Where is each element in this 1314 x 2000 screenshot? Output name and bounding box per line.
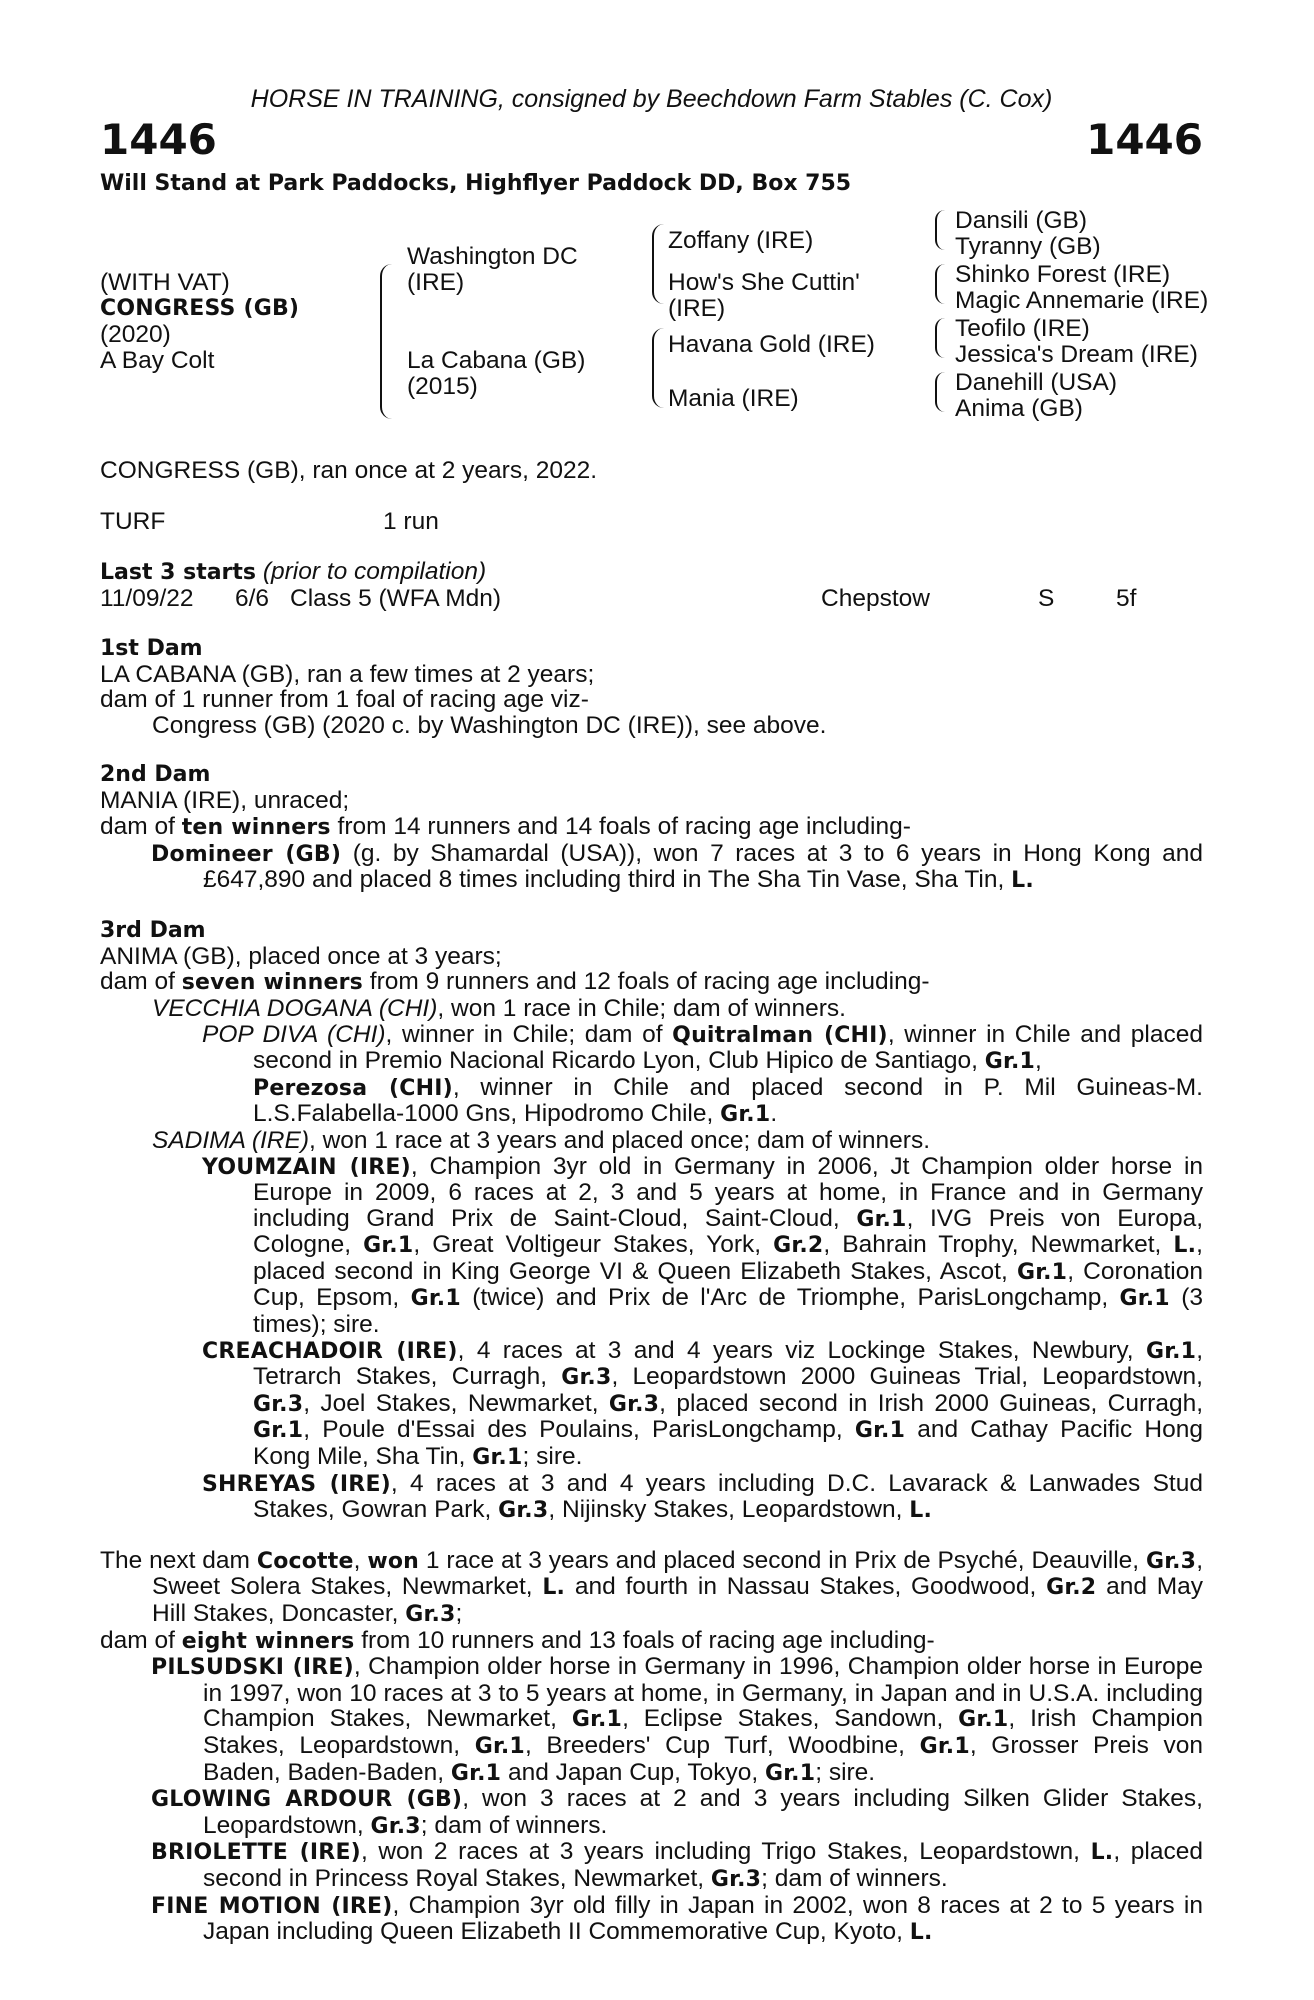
race-grade: Gr.3 — [608, 1391, 660, 1417]
stand-location: Will Stand at Park Paddocks, Highflyer Paddock DD, Box 755 — [100, 171, 852, 196]
sire-sire: Zoffany (IRE) — [668, 227, 814, 254]
race-grade: L. — [909, 1920, 933, 1946]
text: , 4 races at 3 and 4 years viz Lockinge Stakes, Newbury, — [457, 1336, 1146, 1364]
race-grade: Gr.1 — [253, 1418, 304, 1444]
pedigree-brace-sire — [652, 224, 664, 304]
race-grade: Gr.3 — [253, 1391, 304, 1417]
winners-count: ten winners — [181, 814, 331, 840]
catalogue-page — [100, 84, 1209, 1946]
first-dam-produce-line: dam of 1 runner from 1 foal of racing age viz- — [100, 686, 589, 714]
text: , Breeders' Cup Turf, Woodbine, — [524, 1731, 920, 1759]
first-dam-section — [100, 636, 1203, 739]
horse-name: GLOWING ARDOUR (GB) — [151, 1787, 463, 1813]
horse-name: CONGRESS (GB) — [100, 296, 300, 321]
dam-sire: Havana Gold (IRE) — [668, 331, 875, 358]
race-grade: L. — [1011, 868, 1034, 894]
winners-count: seven winners — [181, 970, 363, 996]
text: The next dam — [100, 1546, 257, 1574]
text: from 10 runners and 13 foals of racing age including- — [354, 1626, 935, 1654]
domineer-entry — [100, 841, 1203, 894]
horse-name: YOUMZAIN (IRE) — [202, 1154, 411, 1180]
last-starts-heading: Last 3 starts — [100, 559, 257, 585]
race-grade: Gr.1 — [363, 1233, 414, 1259]
third-dam-section — [100, 918, 1203, 1524]
horse-name: SADIMA (IRE) — [152, 1126, 309, 1154]
text: , Tetrarch Stakes, Curragh, — [253, 1336, 1203, 1391]
horse-name: VECCHIA DOGANA (CHI) — [152, 994, 438, 1022]
sire-dam-origin: (IRE) — [668, 295, 726, 322]
race-grade: Gr.2 — [1046, 1575, 1097, 1601]
race-grade: Gr.1 — [474, 1733, 525, 1759]
horse-name: BRIOLETTE (IRE) — [151, 1840, 361, 1866]
sire-name: Washington DC — [407, 243, 578, 270]
race-grade: Gr.1 — [720, 1102, 771, 1128]
race-grade: Gr.3 — [405, 1602, 456, 1627]
race-grade: Gr.1 — [919, 1733, 970, 1759]
text: , Bahrain Trophy, Newmarket, — [823, 1231, 1174, 1259]
start-going: S — [1038, 584, 1055, 612]
text: , Poule d'Essai des Poulains, ParisLongchamp, — [303, 1416, 855, 1444]
record-runs: 1 run — [383, 507, 439, 535]
text: , 4 races at 3 and 4 years including D.C. Lavarack & Lanwades Stud Stakes, Gowran Park, — [253, 1469, 1203, 1524]
last-starts-note: (prior to compilation) — [262, 557, 487, 585]
horse-name: FINE MOTION (IRE) — [151, 1893, 393, 1919]
sadima-entry — [100, 1128, 1203, 1154]
start-position: 6/6 — [235, 584, 270, 612]
text: dam of — [100, 968, 182, 996]
pilsudski-entry — [100, 1654, 1203, 1786]
start-course: Chepstow — [821, 584, 930, 612]
text: and Japan Cup, Tokyo, — [501, 1758, 765, 1786]
horse-name: CREACHADOIR (IRE) — [202, 1338, 458, 1364]
horse-name: SHREYAS (IRE) — [202, 1471, 391, 1497]
text: , Sweet Solera Stakes, Newmarket, — [152, 1546, 1204, 1601]
horse-name: Quitralman (CHI) — [672, 1022, 888, 1048]
horse-name: Domineer (GB) — [151, 841, 342, 867]
shreyas-entry — [100, 1471, 1203, 1524]
second-dam-produce-line — [100, 814, 1203, 841]
race-grade: Gr.1 — [856, 1206, 907, 1232]
text: . — [770, 1100, 778, 1128]
race-grade: L. — [909, 1498, 933, 1524]
dam-year: (2015) — [407, 373, 478, 400]
pedigree-brace-main — [380, 264, 392, 419]
text: 1 race at 3 years and placed second in Prix de Psyché, Deauville, — [419, 1546, 1146, 1574]
race-grade: L. — [542, 1575, 566, 1601]
third-dam-heading: 3rd Dam — [100, 917, 206, 943]
start-date: 11/09/22 — [100, 584, 194, 612]
text: , won 1 race in Chile; dam of winners. — [437, 994, 846, 1022]
fine-motion-entry — [100, 1893, 1203, 1946]
dd-dam: Anima (GB) — [955, 395, 1083, 422]
dd-sire: Danehill (USA) — [955, 369, 1118, 396]
horse-year: (2020) — [100, 321, 171, 348]
race-grade: Gr.1 — [1016, 1259, 1068, 1285]
text: (twice) and Prix de l'Arc de Triomphe, ParisLongchamp, — [460, 1284, 1120, 1312]
ss-sire: Dansili (GB) — [955, 207, 1088, 234]
third-dam-produce-line — [100, 969, 1203, 996]
race-grade: Gr.1 — [764, 1760, 816, 1786]
horse-name: POP DIVA (CHI) — [202, 1020, 386, 1048]
lot-number-left: 1446 — [100, 115, 217, 164]
pedigree-brace-dam — [652, 328, 664, 408]
next-dam-section — [100, 1548, 1203, 1946]
briolette-entry — [100, 1839, 1203, 1892]
first-dam-line: LA CABANA (GB), ran a few times at 2 years; — [100, 660, 595, 688]
start-row — [100, 586, 1203, 612]
next-dam-produce-line — [100, 1628, 1203, 1655]
race-grade: Gr.1 — [854, 1418, 906, 1444]
pop-diva-entry — [100, 1022, 1203, 1075]
race-grade: Gr.1 — [450, 1760, 502, 1786]
text: , placed second in King George VI & Queen Elizabeth Stakes, Ascot, — [253, 1231, 1203, 1285]
text: ; sire. — [815, 1758, 876, 1786]
text: , winner in Chile; dam of — [385, 1020, 673, 1048]
lot-number-row — [100, 114, 1203, 166]
race-grade: L. — [1173, 1233, 1197, 1259]
race-grade: Gr.1 — [958, 1707, 1009, 1733]
perezosa-entry — [100, 1075, 1203, 1128]
race-grade: L. — [1090, 1840, 1114, 1866]
text: ; dam of winners. — [420, 1811, 608, 1839]
last-starts — [100, 559, 1203, 612]
record-surface: TURF — [100, 507, 166, 535]
text: , won 2 races at 3 years including Trigo Stakes, Leopardstown, — [360, 1838, 1091, 1866]
race-grade: Gr.2 — [773, 1233, 824, 1259]
youmzain-entry — [100, 1154, 1203, 1338]
text: (3 times); sire. — [253, 1284, 1203, 1339]
first-dam-heading: 1st Dam — [100, 635, 203, 661]
pedigree-brace-ss — [935, 210, 945, 250]
text: , winner in Chile and placed second in Premio Nacional Ricardo Lyon, Club Hipico de Santiago, — [253, 1020, 1203, 1075]
text: , placed second in Irish 2000 Guineas, Curragh, — [659, 1389, 1204, 1417]
text: , Champion 3yr old filly in Japan in 2002, won 8 races at 2 to 5 years in Japan including Queen Elizabeth II Commemorative Cup, Kyoto, — [203, 1891, 1203, 1946]
text: and fourth in Nassau Stakes, Goodwood, — [565, 1573, 1047, 1601]
race-grade: Gr.3 — [498, 1498, 549, 1524]
first-dam-produce: Congress (GB) (2020 c. by Washington DC (IRE)), see above. — [152, 711, 827, 739]
text: , Irish Champion Stakes, Leopardstown, — [203, 1705, 1203, 1759]
text: , — [1035, 1047, 1042, 1075]
race-grade: Gr.1 — [410, 1286, 461, 1312]
text: , winner in Chile and placed second in P. Mil Guineas-M. L.S.Falabella-1000 Gns, Hipodromo Chile, — [253, 1073, 1203, 1128]
text: , Great Voltigeur Stakes, York, — [413, 1231, 774, 1259]
won-text: won — [367, 1548, 420, 1574]
start-distance: 5f — [1116, 584, 1137, 612]
text: ; dam of winners. — [761, 1864, 948, 1892]
text: from 9 runners and 12 foals of racing age including- — [362, 968, 930, 996]
text: , Coronation Cup, Epsom, — [253, 1257, 1203, 1312]
horse-name: PILSUDSKI (IRE) — [151, 1655, 354, 1681]
dam-name: La Cabana (GB) — [407, 347, 586, 374]
horse-name: Perezosa (CHI) — [253, 1075, 453, 1101]
text: , Joel Stakes, Newmarket, — [303, 1389, 609, 1417]
text: , Eclipse Stakes, Sandown, — [622, 1705, 959, 1733]
text: dam of — [100, 1626, 182, 1654]
text: , Champion 3yr old in Germany in 2006, Jt Champion older horse in Europe in 2009, 6 races at 2, 3 and 5 years at home, in France and in Germany including Grand Prix de Saint-Cloud, Saint-Cloud, — [253, 1152, 1204, 1232]
next-dam-line — [100, 1548, 1203, 1628]
text: dam of — [100, 812, 182, 840]
ss-dam: Tyranny (GB) — [955, 233, 1101, 260]
glowing-ardour-entry — [100, 1786, 1203, 1839]
text: , won 1 race at 3 years and placed once; dam of winners. — [309, 1126, 931, 1154]
start-race: Class 5 (WFA Mdn) — [290, 584, 502, 612]
race-grade: Gr.3 — [561, 1365, 612, 1391]
vat-note: (WITH VAT) — [100, 269, 230, 296]
horse-name: Cocotte — [256, 1548, 354, 1574]
race-grade: Gr.1 — [984, 1049, 1036, 1075]
text: , placed second in Princess Royal Stakes, Newmarket, — [203, 1838, 1203, 1892]
third-dam-line: ANIMA (GB), placed once at 3 years; — [100, 942, 502, 970]
ds-sire: Teofilo (IRE) — [955, 315, 1090, 342]
text: , Nijinsky Stakes, Leopardstown, — [548, 1496, 910, 1524]
text: , IVG Preis von Europa, Cologne, — [253, 1204, 1204, 1259]
text: , Grosser Preis von Baden, Baden-Baden, — [203, 1731, 1203, 1786]
text: (g. by Shamardal (USA)), won 7 races at 3 to 6 years in Hong Kong and £647,890 and placed 8 times including third in The Sha Tin Vase, Sha Tin, — [203, 839, 1204, 894]
pedigree-brace-ds — [935, 318, 945, 358]
text: and May Hill Stakes, Doncaster, — [152, 1573, 1203, 1627]
dam-dam: Mania (IRE) — [668, 385, 799, 412]
sd-sire: Shinko Forest (IRE) — [955, 261, 1171, 288]
race-grade: Gr.1 — [1145, 1338, 1197, 1364]
text: , Leopardstown 2000 Guineas Trial, Leopardstown, — [611, 1363, 1203, 1391]
race-summary: CONGRESS (GB), ran once at 2 years, 2022. — [100, 457, 598, 484]
race-grade: Gr.3 — [710, 1866, 762, 1892]
text: ; — [455, 1600, 463, 1627]
sd-dam: Magic Annemarie (IRE) — [955, 287, 1209, 314]
text: , won 3 races at 2 and 3 years including Silken Glider Stakes, Leopardstown, — [203, 1785, 1203, 1839]
race-grade: Gr.1 — [1119, 1286, 1170, 1312]
text: , — [353, 1546, 368, 1574]
race-grade: Gr.1 — [472, 1445, 523, 1471]
pedigree-table — [100, 198, 1209, 428]
text: , Champion older horse in Germany in 1996, Champion older horse in Europe in 1997, won 10 races at 3 to 5 years at home, in Germany, in Japan and in U.S.A. including Champion Stakes, Newmarket, — [203, 1653, 1203, 1733]
text: ; sire. — [522, 1443, 583, 1471]
sire-origin: (IRE) — [407, 269, 465, 296]
pedigree-brace-sd — [935, 264, 945, 304]
second-dam-section — [100, 762, 1203, 893]
consignment-line: HORSE IN TRAINING, consigned by Beechdown Farm Stables (C. Cox) — [250, 85, 1053, 113]
pedigree-brace-dd — [935, 372, 945, 412]
vecchia-entry — [100, 996, 1203, 1022]
horse-description: A Bay Colt — [100, 347, 215, 374]
sire-dam-name: How's She Cuttin' — [668, 269, 860, 296]
lot-number-right: 1446 — [1086, 115, 1203, 164]
text: and Cathay Pacific Hong Kong Mile, Sha Tin, — [253, 1416, 1203, 1471]
race-grade: Gr.1 — [571, 1707, 623, 1733]
race-record-row — [100, 509, 1203, 535]
second-dam-line: MANIA (IRE), unraced; — [100, 787, 350, 815]
creachadoir-entry — [100, 1338, 1203, 1471]
winners-count: eight winners — [181, 1628, 355, 1654]
ds-dam: Jessica's Dream (IRE) — [955, 341, 1198, 368]
race-grade: Gr.3 — [370, 1813, 421, 1839]
text: from 14 runners and 14 foals of racing age including- — [330, 812, 911, 840]
second-dam-heading: 2nd Dam — [100, 762, 211, 788]
race-grade: Gr.3 — [1145, 1548, 1197, 1574]
